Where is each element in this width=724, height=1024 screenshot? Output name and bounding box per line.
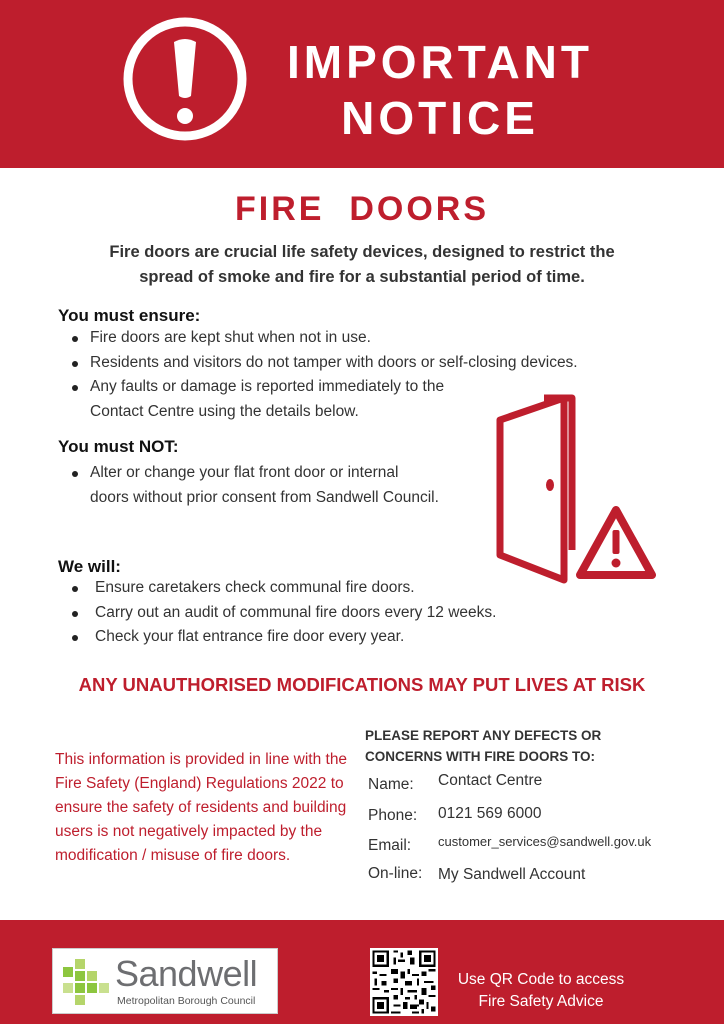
exclamation-circle-icon [120,14,250,144]
qr-caption-line2: Fire Safety Advice [478,993,604,1010]
email-label: Email: [368,837,412,854]
qr-code-icon[interactable] [370,948,438,1016]
name-value: Contact Centre [438,772,543,789]
list-item: Any faults or damage is reported immediately to the Contact Centre using the details below. [70,375,460,424]
footer-banner [0,920,724,1024]
open-door-warning-icon [492,390,662,585]
sandwell-logo-mark-icon [61,957,111,1007]
intro-line2: spread of smoke and fire for a substantial period of time. [139,268,585,286]
email-value[interactable]: customer_services@sandwell.gov.uk [438,834,652,849]
logo-name: Sandwell [115,953,258,994]
list-item: Check your flat entrance fire door every year. [70,625,590,650]
list-item: Residents and visitors do not tamper with doors or self-closing devices. [70,351,470,376]
header-title-line1: IMPORTANT [286,36,593,88]
regulations-info: This information is provided in line with the Fire Safety (England) Regulations 2022 to ensure the safety of residents and building users is not negatively impacted by the modification / misuse of fire doors. [55,751,348,864]
we-will-heading: We will: [58,557,121,576]
intro-line1: Fire doors are crucial life safety devices, designed to restrict the [109,243,615,261]
logo-subtitle: Metropolitan Borough Council [117,995,256,1007]
must-ensure-list [70,326,578,424]
online-value[interactable]: My Sandwell Account [438,866,586,883]
list-item: Fire doors are kept shut when not in use. [70,326,470,351]
report-heading-line2: CONCERNS WITH FIRE DOORS TO: [365,749,596,764]
report-heading-line1: PLEASE REPORT ANY DEFECTS OR [365,728,602,743]
header-banner [0,0,724,168]
header-title [270,34,610,146]
must-not-heading: You must NOT: [58,437,179,456]
list-item: Alter or change your flat front door or internal doors without prior consent from Sandwell Council. [70,461,440,510]
qr-caption [446,969,636,1013]
list-item: Ensure caretakers check communal fire doors. [70,576,590,601]
qr-caption-line1: Use QR Code to access [457,971,625,988]
header-title-line2: NOTICE [341,92,539,144]
must-ensure-heading: You must ensure: [58,306,201,325]
must-not-list [70,461,440,510]
we-will-list [70,576,590,650]
online-label: On-line: [368,865,423,882]
phone-label: Phone: [368,807,418,824]
list-item: Carry out an audit of communal fire doors every 12 weeks. [70,601,590,626]
report-heading [365,725,685,767]
page-title: FIRE DOORS [234,190,490,228]
phone-value[interactable]: 0121 569 6000 [438,805,542,822]
risk-warning: ANY UNAUTHORISED MODIFICATIONS MAY PUT LIVES AT RISK [78,674,646,695]
intro-text [90,240,634,290]
sandwell-logo[interactable] [52,948,278,1014]
name-label: Name: [368,776,414,793]
